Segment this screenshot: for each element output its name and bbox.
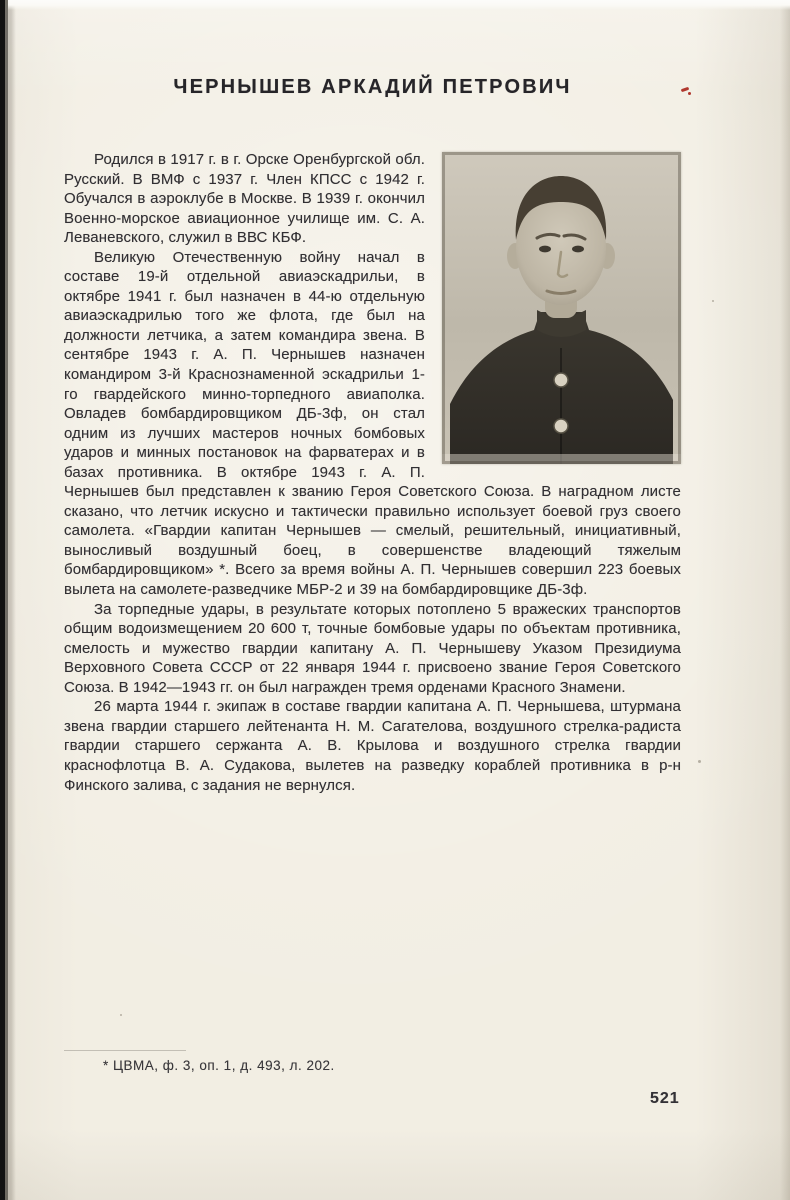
page-number: 521 <box>650 1090 680 1107</box>
portrait-photo <box>442 152 681 464</box>
biography-text <box>64 150 681 795</box>
page-title: ЧЕРНЫШЕВ АРКАДИЙ ПЕТРОВИЧ <box>173 76 572 98</box>
scan-right-edge <box>780 0 790 1200</box>
paragraph-birth: Родился в 1917 г. в г. Орске Оренбургской обл. Русский. В ВМФ с 1937 г. Член КПСС с 1942 г. Обучался в аэроклубе в Москве. В 1939 г. окончил Военно-морское авиационное училище им. С. А. Леваневского, служил в ВВС КБФ. <box>64 151 425 247</box>
scan-top-edge <box>8 0 790 10</box>
scan-speck <box>120 1014 122 1016</box>
footnote: * ЦВМА, ф. 3, оп. 1, д. 493, л. 202. <box>103 1058 335 1073</box>
paragraph-last-flight: 26 марта 1944 г. экипаж в составе гвардии капитана А. П. Чернышева, штурмана звена гвардии старшего лейтенанта Н. М. Сагателова, воздушного стрелка-радиста гвардии старшего сержанта А. В. Крылова и воздушного стрелка гвардии краснофлотца В. А. Судакова, вылетев на разведку кораблей противника в р-н Финского залива, с задания не вернулся. <box>64 698 681 794</box>
red-pen-mark <box>681 86 693 96</box>
scan-speck <box>698 760 701 763</box>
paragraph-war-service: Великую Отечественную войну начал в составе 19-й отдельной авиаэскадрильи, в октябре 1941 г. был назначен в 44-ю отдельную авиаэскадрилью того же флота, где был на должности летчика, а затем командира звена. В сентябре 1943 г. А. П. Чернышев назначен командиром 3-й Краснознаменной эскадрильи 1-го гвардейского минно-торпедного авиаполка. Овладев бомбардировщиком ДБ-3ф, он стал одним из лучших мастеров ночных бомбовых ударов и минных постановок на фарватерах и в базах противника. В октябре 1943 г. А. П. Чернышев был представлен к званию Героя Советского Союза. В наградном листе сказано, что летчик искусно и тактически правильно использует боевой груз своего самолета. «Гвардии капитан Чернышев — смелый, решительный, инициативный, выносливый воздушный боец, в совершенстве владеющий тяжелым бомбардировщиком» *. Всего за время войны А. П. Чернышев совершил 223 боевых вылета на самолете-разведчике МБР-2 и 39 на бомбардировщике ДБ-3ф. <box>64 248 681 599</box>
red-pen-dot <box>688 92 691 95</box>
scan-left-edge <box>0 0 16 1200</box>
paragraph-hero-award: За торпедные удары, в результате которых потоплено 5 вражеских транспортов общим водоизмещением 20 600 т, точные бомбовые удары по объектам противника, смелость и мужество гвардии капитану А. П. Чернышеву Указом Президиума Верховного Совета СССР от 22 января 1944 г. присвоено звание Героя Советского Союза. В 1942—1943 гг. он был награжден тремя орденами Красного Знамени. <box>64 600 681 696</box>
footnote-rule <box>64 1050 186 1051</box>
scan-speck <box>712 300 714 302</box>
portrait-illustration <box>442 152 681 464</box>
